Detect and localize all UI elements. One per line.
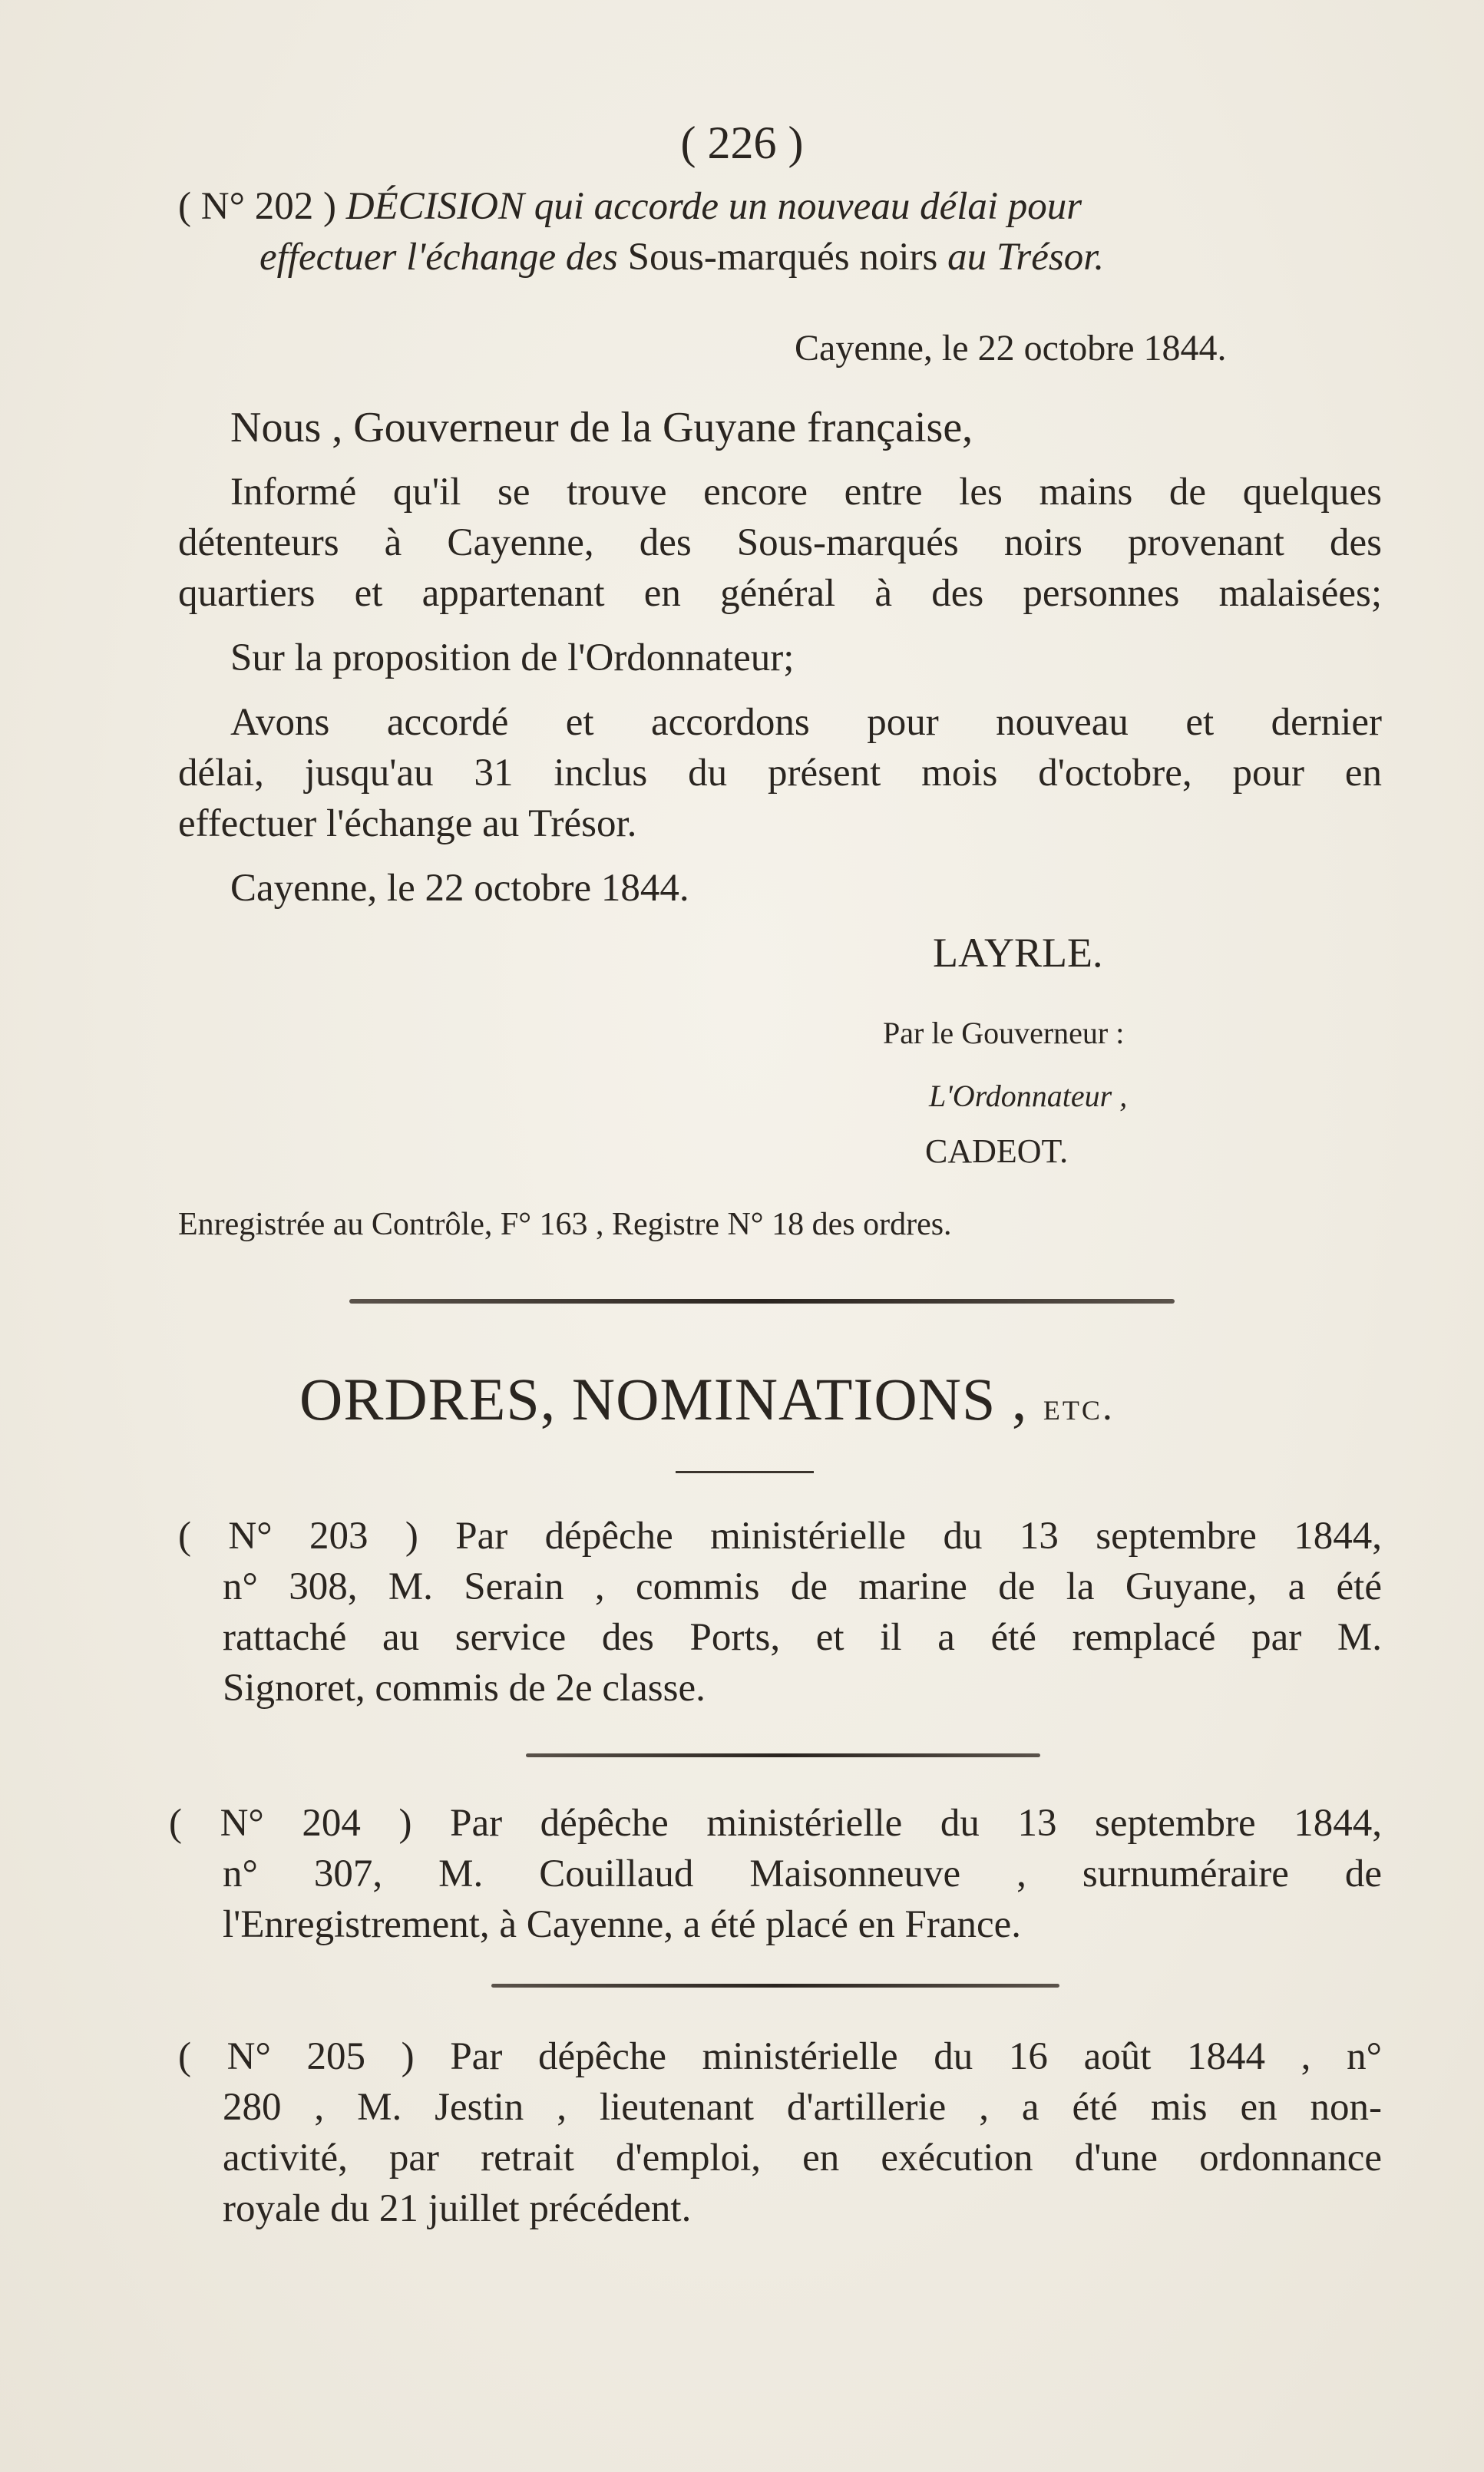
- section-heading-etc: etc.: [1043, 1385, 1115, 1429]
- registration-note: Enregistrée au Contrôle, F° 163 , Registre N° 18 des ordres.: [178, 1207, 952, 1242]
- order-203-line-3: rattaché au service des Ports, et il a été remplacé par M.: [223, 1616, 1382, 1659]
- paragraph-1-line-3: quartiers et appartenant en général à des personnes malaisées;: [178, 572, 1382, 615]
- paragraph-1-line-2: détenteurs à Cayenne, des Sous-marqués noirs provenant des: [178, 521, 1382, 564]
- decision-number: ( N° 202 ): [178, 185, 346, 228]
- decision-title: DÉCISION qui accorde un nouveau délai pour: [345, 185, 1082, 228]
- dateline: Cayenne, le 22 octobre 1844.: [795, 328, 1227, 368]
- order-203-line-1: ( N° 203 ) Par dépêche ministérielle du 13 septembre 1844,: [178, 1515, 1382, 1558]
- order-204-line-3: l'Enregistrement, à Cayenne, a été placé en France.: [223, 1903, 1022, 1946]
- order-separator-1: [526, 1753, 1040, 1757]
- ordonnateur-name: CADEOT.: [925, 1132, 1069, 1170]
- signature-layrle: LAYRLE.: [933, 930, 1103, 976]
- order-204-line-1: ( N° 204 ) Par dépêche ministérielle du 13 septembre 1844,: [169, 1802, 1382, 1845]
- decision-title-line-2: effectuer l'échange des Sous-marqués noirs au Trésor.: [259, 236, 1105, 279]
- closing-date: Cayenne, le 22 octobre 1844.: [230, 867, 689, 910]
- order-204-line-2: n° 307, M. Couillaud Maisonneuve , surnuméraire de: [223, 1852, 1382, 1895]
- section-heading: [299, 1365, 1115, 1442]
- paragraph-2: Sur la proposition de l'Ordonnateur;: [230, 636, 795, 679]
- order-205-line-3: activité, par retrait d'emploi, en exécution d'une ordonnance: [223, 2137, 1382, 2180]
- order-205-line-2: 280 , M. Jestin , lieutenant d'artillerie , a été mis en non-: [223, 2086, 1382, 2129]
- order-separator-2: [491, 1984, 1059, 1988]
- order-205-line-4: royale du 21 juillet précédent.: [223, 2187, 692, 2230]
- par-le-gouverneur: Par le Gouverneur :: [883, 1016, 1125, 1050]
- order-203-line-4: Signoret, commis de 2e classe.: [223, 1667, 706, 1710]
- order-205-line-1: ( N° 205 ) Par dépêche ministérielle du 16 août 1844 , n°: [178, 2035, 1382, 2078]
- paragraph-3-line-1: Avons accordé et accordons pour nouveau et dernier: [230, 701, 1382, 744]
- page-number: ( 226 ): [680, 117, 804, 168]
- paragraph-3-line-2: délai, jusqu'au 31 inclus du présent mois d'octobre, pour en: [178, 752, 1382, 795]
- section-separator: [349, 1299, 1175, 1304]
- paragraph-3-line-3: effectuer l'échange au Trésor.: [178, 802, 637, 845]
- ordonnateur-label: L'Ordonnateur ,: [929, 1079, 1128, 1113]
- paragraph-1-line-1: Informé qu'il se trouve encore entre les mains de quelques: [230, 471, 1382, 514]
- heading-underline: [676, 1471, 814, 1473]
- order-203-line-2: n° 308, M. Serain , commis de marine de la Guyane, a été: [223, 1565, 1382, 1608]
- decision-title-line-1: [178, 181, 1383, 233]
- section-heading-main: ORDRES, NOMINATIONS ,: [299, 1366, 1043, 1433]
- preamble-nous: Nous , Gouverneur de la Guyane française,: [230, 404, 973, 451]
